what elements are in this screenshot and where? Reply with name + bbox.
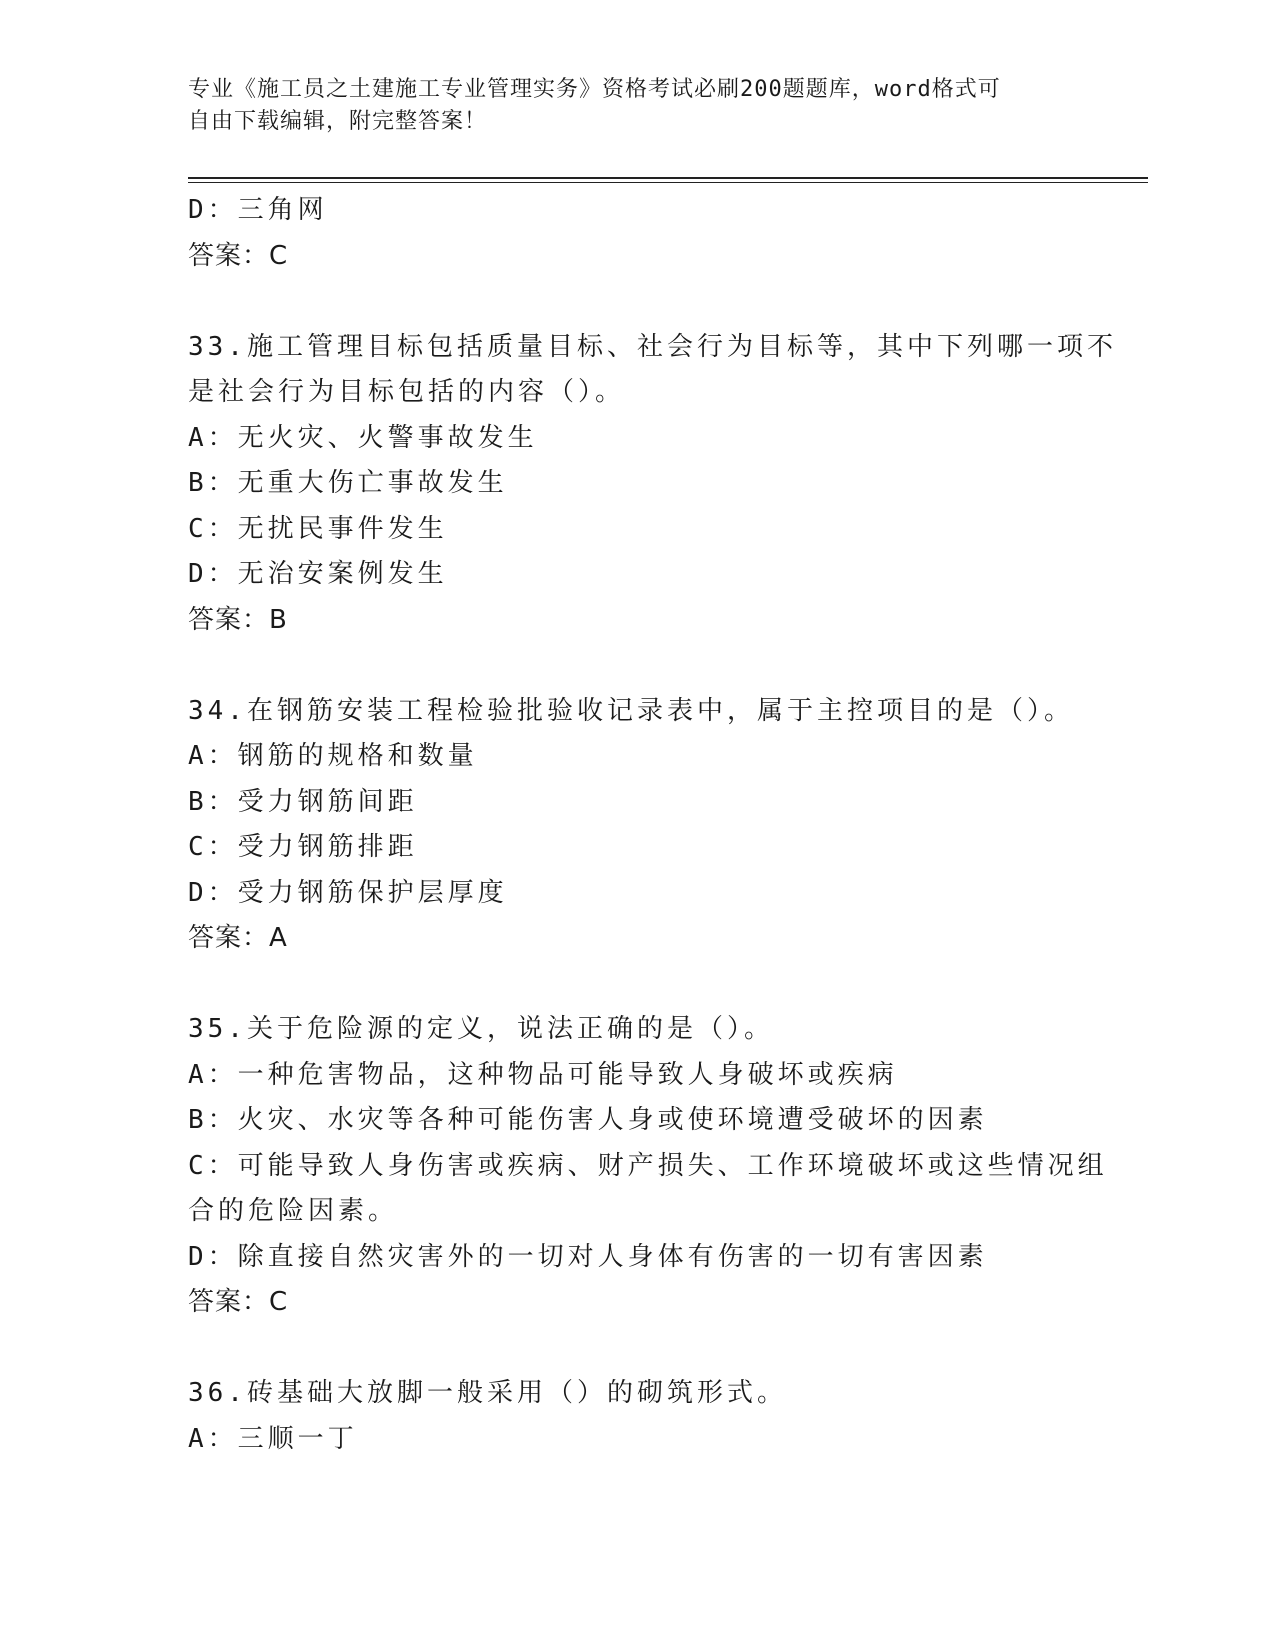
q33-option-a: A：无火灾、火警事故发生 xyxy=(188,422,538,453)
spacer xyxy=(188,643,1088,689)
q35-stem-line-1: 35.关于危险源的定义，说法正确的是（）。 xyxy=(188,1014,774,1044)
q34-option-c: C：受力钢筋排距 xyxy=(188,832,418,862)
q33-answer: 答案：B xyxy=(188,604,288,635)
q35-option-c-line-1: C：可能导致人身伤害或疾病、财产损失、工作环境破坏或这些情况组 xyxy=(188,1150,1108,1181)
document-header xyxy=(188,74,1068,138)
q33-option-b: B：无重大伤亡事故发生 xyxy=(188,468,508,498)
q35-answer: 答案：C xyxy=(188,1287,289,1317)
q35-option-c-line-2: 合的危险因素。 xyxy=(188,1196,399,1226)
q35-option-b: B：火灾、水灾等各种可能伤害人身或使环境遭受破坏的因素 xyxy=(188,1105,988,1135)
prev-answer: 答案：C xyxy=(188,240,289,271)
q34-option-a: A：钢筋的规格和数量 xyxy=(188,741,478,771)
q33-stem-line-2: 是社会行为目标包括的内容（）。 xyxy=(188,377,626,407)
spacer xyxy=(188,1326,1088,1372)
spacer xyxy=(188,279,1088,325)
header-line-2: 自由下载编辑，附完整答案！ xyxy=(188,109,488,134)
document-body xyxy=(188,188,1117,1462)
header-rule-thin xyxy=(188,182,1148,183)
q33-option-d: D：无治安案例发生 xyxy=(188,559,448,589)
header-line-1: 专业《施工员之土建施工专业管理实务》资格考试必刷200题题库，word格式可 xyxy=(188,77,1001,102)
q34-option-d: D：受力钢筋保护层厚度 xyxy=(188,877,508,908)
header-rule-thick xyxy=(188,177,1148,179)
q36-option-a: A：三顺一丁 xyxy=(188,1423,358,1454)
q35-option-d: D：除直接自然灾害外的一切对人身体有伤害的一切有害因素 xyxy=(188,1241,988,1272)
q36-stem-line-1: 36.砖基础大放脚一般采用（）的砌筑形式。 xyxy=(188,1378,787,1408)
q33-option-c: C：无扰民事件发生 xyxy=(188,513,448,544)
prev-option-d: D：三角网 xyxy=(188,195,328,225)
q34-option-b: B：受力钢筋间距 xyxy=(188,786,418,817)
q34-answer: 答案：A xyxy=(188,923,288,953)
q34-stem-line-1: 34.在钢筋安装工程检验批验收记录表中，属于主控项目的是（）。 xyxy=(188,695,1074,726)
q33-stem-line-1: 33.施工管理目标包括质量目标、社会行为目标等，其中下列哪一项不 xyxy=(188,331,1117,362)
q35-option-a: A：一种危害物品，这种物品可能导致人身破坏或疾病 xyxy=(188,1059,898,1090)
spacer xyxy=(188,962,1088,1008)
